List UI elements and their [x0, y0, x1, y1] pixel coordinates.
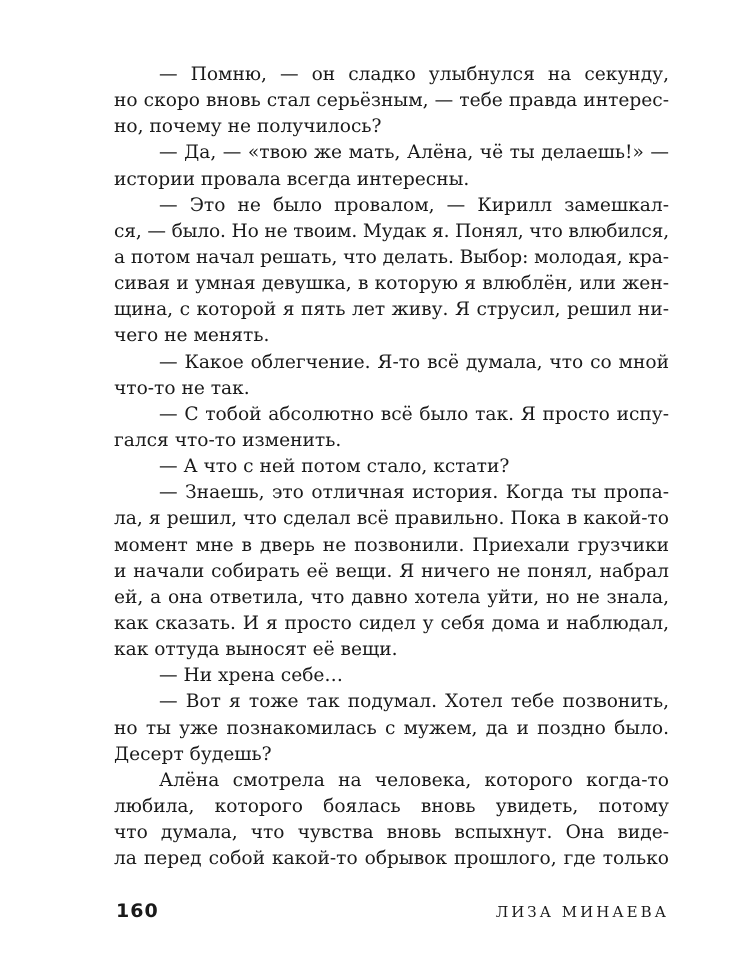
text-line: — Это не было провалом, — Кирилл замешкал- [159, 194, 669, 216]
text-line: Алёна смотрела на человека, которого когда-то [159, 769, 669, 791]
text-line: но ты уже познакомилась с мужем, да и поздно было. [114, 717, 669, 739]
text-line: гался что-то изменить. [114, 429, 342, 451]
text-line: ла, я решил, что сделал всё правильно. Пока в какой-то [114, 508, 669, 530]
text-line: щина, с которой я пять лет живу. Я струсил, решил ни- [114, 299, 669, 321]
running-head-author: ЛИЗА МИНАЕВА [495, 903, 669, 921]
text-line: сивая и умная девушка, в которую я влюблён, или жен- [114, 273, 669, 295]
text-line: — С тобой абсолютно всё было так. Я просто испу- [159, 403, 669, 425]
text-line: ла перед собой какой-то обрывок прошлого, где только [114, 848, 669, 870]
text-line: истории провала всегда интересны. [114, 168, 470, 190]
text-line: а потом начал решать, что делать. Выбор: молодая, кра- [114, 246, 669, 268]
text-line: но, почему не получилось? [114, 116, 382, 138]
text-line: — Вот я тоже так подумал. Хотел тебе позвонить, [159, 691, 669, 713]
text-line: — Ни хрена себе… [159, 665, 344, 687]
text-line: ей, а она ответила, что давно хотела уйти, но не знала, [114, 586, 669, 608]
text-line: чего не менять. [114, 325, 270, 347]
text-line: Десерт будешь? [114, 743, 272, 765]
text-line: любила, которого боялась вновь увидеть, потому [114, 795, 669, 817]
text-line: — А что с ней потом стало, кстати? [159, 456, 510, 478]
page-number: 160 [116, 900, 159, 922]
text-line: но скоро вновь стал серьёзным, — тебе правда интерес- [114, 90, 669, 112]
text-line: — Да, — «твою же мать, Алёна, чё ты делаешь!» — [159, 142, 669, 164]
text-line: — Какое облегчение. Я-то всё думала, что со мной [159, 351, 669, 373]
text-line: — Помню, — он сладко улыбнулся на секунду, [159, 64, 669, 85]
body-text [114, 62, 669, 872]
text-line: — Знаешь, это отличная история. Когда ты пропа- [159, 482, 669, 504]
text-line: момент мне в дверь не позвонили. Приехали грузчики [114, 534, 669, 556]
text-line: и начали собирать её вещи. Я ничего не понял, набрал [114, 560, 669, 582]
text-line: как оттуда выносят её вещи. [114, 639, 398, 661]
text-line: ся, — было. Но не твоим. Мудак я. Понял, что влюбился, [114, 220, 669, 242]
text-line: что думала, что чувства вновь вспыхнут. Она виде- [114, 822, 669, 844]
text-line: как сказать. И я просто сидел у себя дома и наблюдал, [114, 612, 669, 634]
text-line: что-то не так. [114, 377, 250, 399]
